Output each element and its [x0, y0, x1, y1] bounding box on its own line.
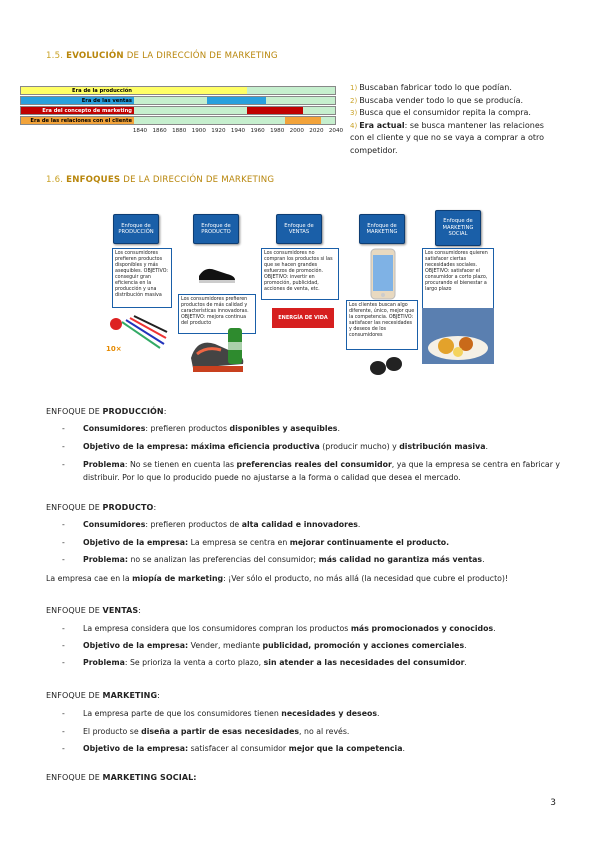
legend-text: Buscaban fabricar todo lo que podían.: [359, 83, 512, 92]
timeline-era-bar: [285, 117, 321, 124]
text: : ¡Ver sólo el producto, no más allá (la necesidad que cubre el producto)!: [223, 574, 509, 583]
bold-text: Objetivo de la empresa: máxima eficiencia productiva: [83, 442, 320, 451]
list-item-text: [83, 423, 562, 436]
timeline-year-axis: [132, 128, 342, 136]
bold-text: alta calidad e innovadores: [241, 520, 358, 529]
text: .: [464, 658, 467, 667]
list-item-text: [83, 554, 562, 567]
logo-image: 10×: [106, 345, 122, 353]
food-image: [422, 308, 494, 364]
timeline-era-bar: [207, 97, 266, 104]
earbuds-image: [366, 352, 406, 380]
title-producto: ENFOQUE DE PRODUCTO:: [46, 503, 157, 512]
tab-marketing: Enfoque de MARKETING: [359, 214, 405, 244]
bold-text: Problema:: [83, 555, 128, 564]
timeline-row-label: Era de la producción: [21, 87, 134, 94]
bold-text: Consumidores: [83, 520, 146, 529]
timeline-year-label: 1960: [250, 128, 265, 134]
timeline-legend: [350, 82, 560, 158]
text: .: [337, 424, 340, 433]
timeline-year-label: 2020: [309, 128, 324, 134]
text: .: [485, 442, 488, 451]
miopia-note: [46, 574, 566, 583]
list-item: [62, 623, 562, 636]
tab-ventas: Enfoque de VENTAS: [276, 214, 322, 244]
bullet-dash: -: [62, 727, 65, 736]
text: La empresa considera que los consumidores compran los productos: [83, 624, 351, 633]
text: : prefieren productos de: [145, 520, 242, 529]
bullet-dash: -: [62, 538, 65, 547]
legend-marker: 1): [350, 84, 358, 92]
text: .: [377, 709, 380, 718]
bullet-dash: -: [62, 641, 65, 650]
text: .: [402, 744, 405, 753]
list-item: [62, 537, 562, 550]
legend-item: [350, 95, 560, 108]
box-marketing: Los clientes buscan algo diferente, único, mejor que la competencia. OBJETIVO: satisfacer las necesidades y deseos de los consumidores: [346, 300, 418, 350]
text: (producir mucho) y: [319, 442, 400, 451]
list-item: [62, 459, 562, 484]
bold-text: disponibles y asequibles: [229, 424, 338, 433]
text: : Se prioriza la venta a corto plazo,: [124, 658, 264, 667]
shoe-image: [197, 262, 237, 284]
legend-item: [350, 82, 560, 95]
legend-marker: 2): [350, 96, 358, 105]
tab-produccion: Enfoque de PRODUCCIÓN: [113, 214, 159, 244]
bold-text: distribución masiva: [399, 442, 486, 451]
timeline-year-label: 2000: [289, 128, 304, 134]
tab-producto: Enfoque de PRODUCTO: [193, 214, 239, 244]
text: .: [482, 555, 485, 564]
text: no se analizan las preferencias del consumidor;: [127, 555, 319, 564]
text: .: [357, 520, 361, 529]
list-item-text: [83, 640, 562, 653]
bullet-dash: -: [62, 709, 65, 718]
bullet-dash: -: [62, 442, 65, 451]
list-item: [62, 743, 562, 756]
legend-item: [350, 107, 560, 120]
text: , ya que la empresa se centra en fabricar y distribuir. Por lo que lo producido puede no ajustarse a la forma o calidad que desea el mercado.: [83, 460, 561, 482]
bold-text: Problema: [83, 658, 125, 667]
legend-text: Buscaba vender todo lo que se producía.: [359, 95, 524, 105]
title-ventas: ENFOQUE DE VENTAS:: [46, 606, 142, 615]
timeline-era-bar: [247, 107, 303, 114]
evolution-timeline: [20, 86, 344, 136]
timeline-row-label: Era del concepto de marketing: [21, 107, 134, 114]
timeline-row: [20, 116, 336, 125]
bold-text: Objetivo de la empresa:: [83, 744, 189, 753]
title-marketing: ENFOQUE DE MARKETING:: [46, 691, 160, 700]
timeline-year-label: 1900: [191, 128, 206, 134]
legend-bold: Era actual: [359, 120, 405, 130]
legend-text: : se busca mantener las relaciones con el cliente y que no se vaya a comprar a otro competidor.: [350, 120, 544, 155]
text: La empresa cae en la: [46, 574, 133, 583]
list-item-text: [83, 441, 562, 454]
legend-text: Busca que el consumidor repita la compra.: [359, 108, 531, 118]
list-item-text: [83, 743, 562, 756]
bullet-dash: -: [62, 658, 65, 667]
bold-text: publicidad, promoción y acciones comerciales: [262, 641, 465, 650]
ventas-banner: ENERGÍA DE VIDA: [272, 308, 334, 328]
cola-can-image: [226, 326, 244, 366]
bold-text: mejor que la competencia: [288, 744, 403, 753]
bold-text: Consumidores: [83, 424, 146, 433]
list-item-text: [83, 459, 562, 484]
text: , no al revés.: [299, 727, 350, 736]
list-item-text: [83, 623, 562, 636]
list-item-text: [83, 708, 562, 721]
timeline-row: [20, 106, 336, 115]
bullet-dash: -: [62, 624, 65, 633]
list-item: [62, 726, 562, 739]
bold-text: Objetivo de la empresa:: [83, 641, 189, 650]
timeline-row: [20, 86, 336, 95]
bold-text: preferencias reales del consumidor: [236, 460, 392, 469]
timeline-year-label: 1840: [132, 128, 148, 134]
bold-text: miopía de marketing: [132, 574, 224, 583]
timeline-year-label: 1860: [152, 128, 167, 134]
timeline-year-label: 1920: [211, 128, 226, 134]
bold-text: diseña a partir de esas necesidades: [141, 727, 300, 736]
timeline-year-label: 2040: [328, 128, 344, 134]
text: Vender, mediante: [188, 641, 263, 650]
timeline-year-label: 1940: [230, 128, 246, 134]
bold-text: sin atender a las necesidades del consumidor: [263, 658, 465, 667]
box-ventas: Los consumidores no compran los productos si las que se hacen grandes esfuerzos de promoción. OBJETIVO: invertir en promoción, publicidad, acciones de venta, etc.: [261, 248, 339, 300]
list-item: [62, 554, 562, 567]
section-heading-evolucion: 1.5. EVOLUCIÓN DE LA DIRECCIÓN DE MARKETING: [46, 51, 278, 61]
list-item-text: [83, 519, 562, 532]
bold-text: Objetivo de la empresa:: [83, 538, 189, 547]
text: El producto se: [83, 727, 142, 736]
box-marketing-social: Los consumidores quieren satisfacer ciertas necesidades sociales. OBJETIVO: satisfacer el consumidor a corto plazo, procurando el bienestar a largo plazo: [422, 248, 494, 310]
phone-image: [369, 248, 397, 300]
text: .: [493, 624, 496, 633]
legend-marker: 3): [350, 109, 358, 118]
list-item-text: [83, 537, 562, 550]
legend-item: [350, 120, 560, 158]
bullet-dash: -: [62, 520, 65, 529]
box-producto: Los consumidores prefieren productos de más calidad y características innovadoras. OBJETIVO: mejora continua del producto: [178, 294, 256, 334]
timeline-era-bar: [134, 87, 247, 94]
list-item-text: [83, 657, 562, 670]
legend-marker: 4): [350, 121, 358, 130]
bold-text: más calidad no garantiza más ventas: [318, 555, 483, 564]
tab-marketing-social: Enfoque de MARKETING SOCIAL: [435, 210, 481, 246]
bullet-dash: -: [62, 555, 65, 564]
timeline-year-label: 1880: [172, 128, 187, 134]
text: La empresa se centra en: [188, 538, 290, 547]
list-item: [62, 423, 562, 436]
list-item: [62, 441, 562, 454]
title-produccion: ENFOQUE DE PRODUCCIÓN:: [46, 407, 167, 416]
bullet-dash: -: [62, 744, 65, 753]
bold-text: más promocionados y conocidos: [350, 624, 494, 633]
section-heading-enfoques: 1.6. ENFOQUES DE LA DIRECCIÓN DE MARKETING: [46, 175, 275, 185]
bullet-dash: -: [62, 460, 65, 469]
box-produccion: Los consumidores prefieren productos disponibles y más asequibles. OBJETIVO: conseguir gran eficiencia en la producción y una distribución masiva: [112, 248, 172, 308]
bullet-dash: -: [62, 424, 65, 433]
enfoques-diagram: [0, 200, 600, 390]
timeline-row-label: Era de las ventas: [21, 97, 134, 104]
timeline-row-label: Era de las relaciones con el cliente: [21, 117, 134, 124]
bold-text: necesidades y deseos: [281, 709, 377, 718]
list-item-text: [83, 726, 562, 739]
list-item: [62, 708, 562, 721]
timeline-year-label: 1980: [270, 128, 285, 134]
bold-text: Problema: [83, 460, 125, 469]
text: : prefieren productos: [145, 424, 230, 433]
timeline-row: [20, 96, 336, 105]
bold-text: mejorar continuamente el producto.: [289, 538, 450, 547]
page-number: 3: [550, 798, 556, 808]
text: : No se tienen en cuenta las: [124, 460, 237, 469]
list-item: [62, 640, 562, 653]
text: .: [464, 641, 467, 650]
list-item: [62, 657, 562, 670]
text: satisfacer al consumidor: [188, 744, 289, 753]
text: La empresa parte de que los consumidores tienen: [83, 709, 282, 718]
list-item: [62, 519, 562, 532]
title-marketing-social: ENFOQUE DE MARKETING SOCIAL:: [46, 773, 197, 782]
